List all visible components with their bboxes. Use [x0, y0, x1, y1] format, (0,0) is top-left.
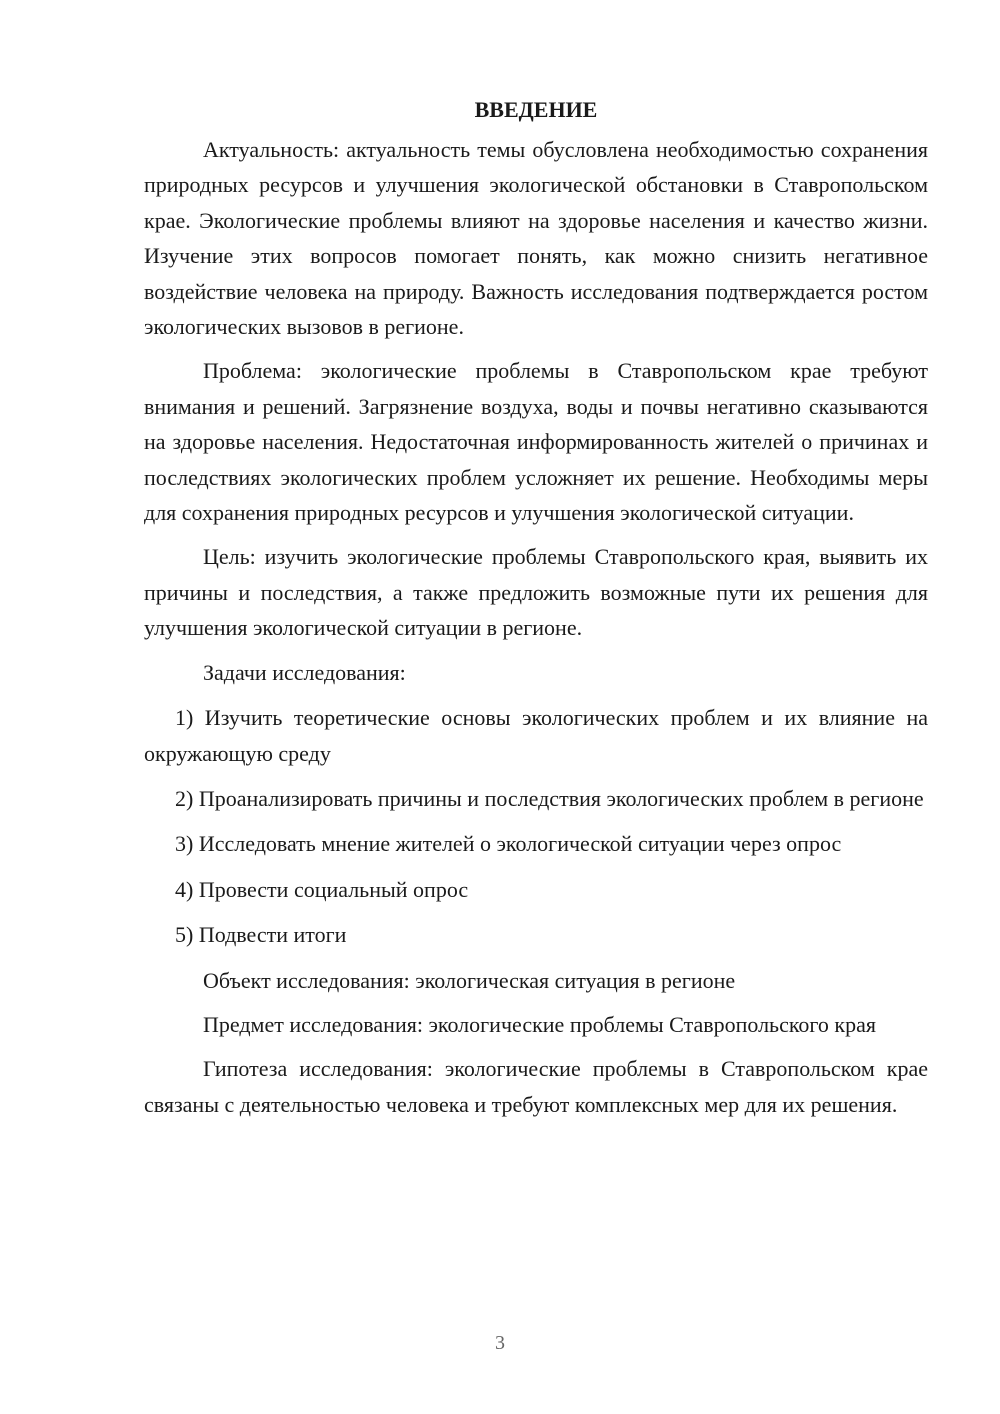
paragraph-object: Объект исследования: экологическая ситуация в регионе [203, 967, 736, 993]
task-item-2: 2) Проанализировать причины и последствия экологических проблем в регионе [175, 785, 924, 811]
paragraph-goal: Цель: изучить экологические проблемы Ставропольского края, выявить их причины и последствия, а также предложить возможные пути их решения для улучшения экологической ситуации в регионе. [144, 544, 928, 641]
paragraph-relevance: Актуальность: актуальность темы обусловлена необходимостью сохранения природных ресурсов и улучшения экологической обстановки в Ставропольском крае. Экологические проблемы влияют на здоровье населения и качество жизни. Изучение этих вопросов помогает понять, как можно снизить негативное воздействие человека на природу. Важность исследования подтверждается ростом экологических вызовов в регионе. [144, 137, 928, 340]
paragraph-problem: Проблема: экологические проблемы в Ставропольском крае требуют внимания и решений. Загрязнение воздуха, воды и почвы негативно сказываются на здоровье населения. Недостаточная информированность жителей о причинах и последствиях экологических проблем усложняет их решение. Необходимы меры для сохранения природных ресурсов и улучшения экологической ситуации. [144, 358, 928, 526]
document-page [144, 92, 928, 1131]
tasks-heading: Задачи исследования: [203, 659, 406, 685]
page-title: ВВЕДЕНИЕ [474, 97, 598, 122]
paragraph-hypothesis: Гипотеза исследования: экологические проблемы в Ставропольском крае связаны с деятельностью человека и требуют комплексных мер для их решения. [144, 1056, 928, 1117]
task-item-3: 3) Исследовать мнение жителей о экологической ситуации через опрос [175, 831, 842, 857]
page-number: 3 [495, 1332, 505, 1354]
paragraph-subject: Предмет исследования: экологические проблемы Ставропольского края [203, 1011, 876, 1037]
task-item-5: 5) Подвести итоги [175, 922, 347, 948]
task-item-1: 1) Изучить теоретические основы экологических проблем и их влияние на окружающую среду [144, 705, 928, 766]
task-item-4: 4) Провести социальный опрос [175, 876, 469, 902]
